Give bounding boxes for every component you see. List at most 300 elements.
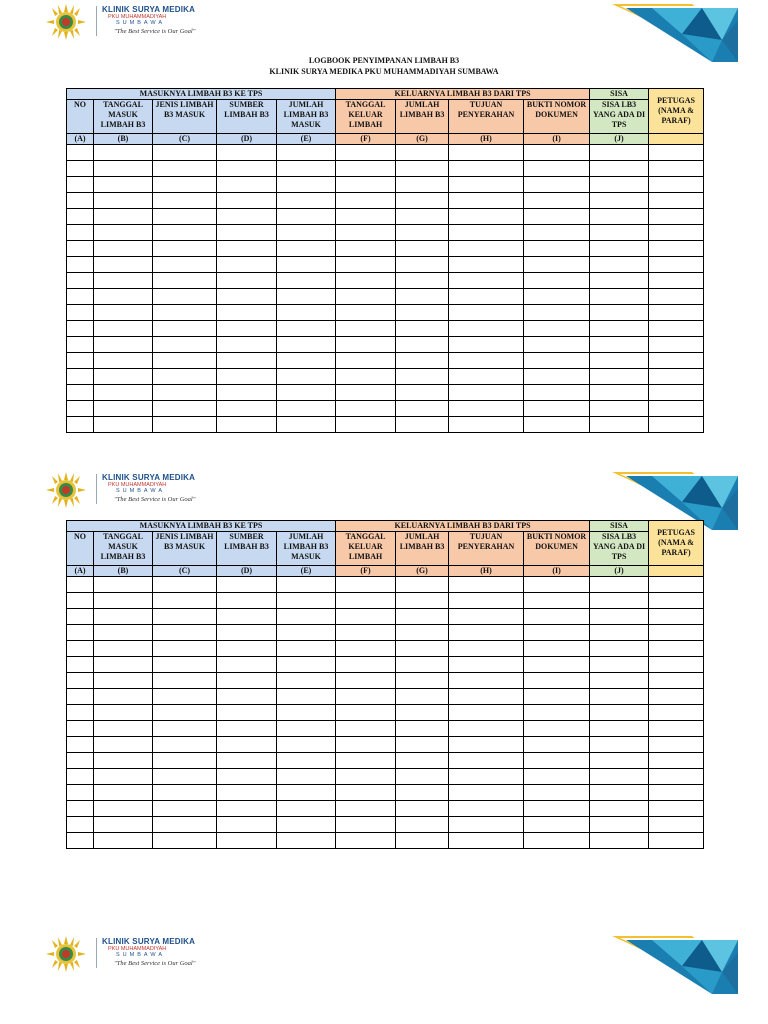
- table-cell[interactable]: [277, 337, 336, 353]
- table-cell[interactable]: [590, 193, 649, 209]
- table-cell[interactable]: [449, 161, 524, 177]
- table-cell[interactable]: [649, 209, 704, 225]
- table-cell[interactable]: [524, 753, 590, 769]
- table-cell[interactable]: [449, 257, 524, 273]
- table-cell[interactable]: [277, 401, 336, 417]
- table-cell[interactable]: [524, 785, 590, 801]
- table-cell[interactable]: [153, 337, 217, 353]
- table-cell[interactable]: [217, 353, 277, 369]
- table-cell[interactable]: [217, 401, 277, 417]
- table-cell[interactable]: [67, 385, 94, 401]
- table-cell[interactable]: [449, 641, 524, 657]
- table-cell[interactable]: [590, 689, 649, 705]
- table-cell[interactable]: [524, 305, 590, 321]
- table-cell[interactable]: [217, 785, 277, 801]
- table-cell[interactable]: [336, 177, 396, 193]
- table-cell[interactable]: [449, 353, 524, 369]
- table-cell[interactable]: [449, 417, 524, 433]
- table-cell[interactable]: [277, 817, 336, 833]
- table-cell[interactable]: [67, 625, 94, 641]
- table-cell[interactable]: [336, 193, 396, 209]
- table-cell[interactable]: [153, 241, 217, 257]
- table-cell[interactable]: [153, 257, 217, 273]
- table-cell[interactable]: [277, 593, 336, 609]
- table-cell[interactable]: [649, 785, 704, 801]
- table-cell[interactable]: [67, 753, 94, 769]
- table-cell[interactable]: [277, 833, 336, 849]
- table-cell[interactable]: [277, 177, 336, 193]
- table-cell[interactable]: [67, 417, 94, 433]
- table-cell[interactable]: [396, 769, 449, 785]
- table-cell[interactable]: [396, 609, 449, 625]
- table-cell[interactable]: [153, 737, 217, 753]
- table-cell[interactable]: [67, 641, 94, 657]
- table-cell[interactable]: [217, 753, 277, 769]
- table-cell[interactable]: [153, 721, 217, 737]
- table-cell[interactable]: [94, 689, 153, 705]
- table-cell[interactable]: [449, 321, 524, 337]
- table-cell[interactable]: [153, 577, 217, 593]
- table-cell[interactable]: [396, 177, 449, 193]
- table-cell[interactable]: [67, 273, 94, 289]
- table-cell[interactable]: [524, 641, 590, 657]
- table-cell[interactable]: [396, 721, 449, 737]
- table-cell[interactable]: [524, 145, 590, 161]
- table-cell[interactable]: [396, 257, 449, 273]
- table-cell[interactable]: [396, 657, 449, 673]
- table-cell[interactable]: [217, 689, 277, 705]
- table-cell[interactable]: [649, 289, 704, 305]
- table-cell[interactable]: [67, 289, 94, 305]
- table-cell[interactable]: [153, 609, 217, 625]
- table-cell[interactable]: [67, 593, 94, 609]
- table-cell[interactable]: [277, 353, 336, 369]
- table-cell[interactable]: [449, 305, 524, 321]
- table-cell[interactable]: [94, 353, 153, 369]
- table-cell[interactable]: [649, 753, 704, 769]
- table-cell[interactable]: [396, 737, 449, 753]
- table-cell[interactable]: [336, 161, 396, 177]
- table-cell[interactable]: [649, 801, 704, 817]
- table-cell[interactable]: [524, 177, 590, 193]
- table-cell[interactable]: [67, 337, 94, 353]
- table-cell[interactable]: [336, 593, 396, 609]
- table-cell[interactable]: [277, 657, 336, 673]
- table-cell[interactable]: [336, 705, 396, 721]
- table-cell[interactable]: [336, 833, 396, 849]
- table-cell[interactable]: [217, 161, 277, 177]
- table-cell[interactable]: [336, 289, 396, 305]
- table-cell[interactable]: [649, 257, 704, 273]
- table-cell[interactable]: [94, 657, 153, 673]
- table-cell[interactable]: [524, 369, 590, 385]
- table-cell[interactable]: [277, 769, 336, 785]
- table-cell[interactable]: [449, 689, 524, 705]
- table-cell[interactable]: [590, 721, 649, 737]
- table-cell[interactable]: [649, 321, 704, 337]
- table-cell[interactable]: [277, 577, 336, 593]
- table-cell[interactable]: [649, 193, 704, 209]
- table-cell[interactable]: [67, 193, 94, 209]
- table-cell[interactable]: [277, 641, 336, 657]
- table-cell[interactable]: [524, 321, 590, 337]
- table-cell[interactable]: [153, 177, 217, 193]
- table-cell[interactable]: [67, 305, 94, 321]
- table-cell[interactable]: [449, 769, 524, 785]
- table-cell[interactable]: [590, 385, 649, 401]
- table-cell[interactable]: [94, 625, 153, 641]
- table-cell[interactable]: [524, 257, 590, 273]
- table-cell[interactable]: [94, 753, 153, 769]
- table-cell[interactable]: [217, 273, 277, 289]
- table-cell[interactable]: [217, 289, 277, 305]
- table-cell[interactable]: [217, 705, 277, 721]
- table-cell[interactable]: [396, 401, 449, 417]
- table-cell[interactable]: [153, 801, 217, 817]
- table-cell[interactable]: [449, 577, 524, 593]
- table-cell[interactable]: [449, 289, 524, 305]
- table-cell[interactable]: [94, 705, 153, 721]
- table-cell[interactable]: [396, 385, 449, 401]
- table-cell[interactable]: [94, 737, 153, 753]
- table-cell[interactable]: [217, 577, 277, 593]
- table-cell[interactable]: [590, 833, 649, 849]
- table-cell[interactable]: [590, 321, 649, 337]
- table-cell[interactable]: [217, 241, 277, 257]
- table-cell[interactable]: [396, 673, 449, 689]
- table-cell[interactable]: [336, 369, 396, 385]
- table-cell[interactable]: [649, 177, 704, 193]
- table-cell[interactable]: [524, 337, 590, 353]
- table-cell[interactable]: [277, 801, 336, 817]
- table-cell[interactable]: [590, 705, 649, 721]
- table-cell[interactable]: [649, 705, 704, 721]
- table-cell[interactable]: [217, 609, 277, 625]
- table-cell[interactable]: [590, 593, 649, 609]
- table-cell[interactable]: [277, 321, 336, 337]
- table-cell[interactable]: [590, 353, 649, 369]
- table-cell[interactable]: [336, 577, 396, 593]
- table-cell[interactable]: [590, 337, 649, 353]
- table-cell[interactable]: [590, 737, 649, 753]
- table-cell[interactable]: [524, 577, 590, 593]
- table-cell[interactable]: [217, 657, 277, 673]
- table-cell[interactable]: [449, 177, 524, 193]
- table-cell[interactable]: [94, 209, 153, 225]
- table-cell[interactable]: [217, 641, 277, 657]
- table-cell[interactable]: [67, 801, 94, 817]
- table-cell[interactable]: [94, 609, 153, 625]
- table-cell[interactable]: [590, 289, 649, 305]
- table-cell[interactable]: [217, 417, 277, 433]
- table-cell[interactable]: [67, 353, 94, 369]
- table-cell[interactable]: [67, 257, 94, 273]
- table-cell[interactable]: [217, 369, 277, 385]
- table-cell[interactable]: [153, 769, 217, 785]
- table-cell[interactable]: [649, 401, 704, 417]
- table-cell[interactable]: [153, 705, 217, 721]
- table-cell[interactable]: [396, 593, 449, 609]
- table-cell[interactable]: [449, 385, 524, 401]
- table-cell[interactable]: [94, 801, 153, 817]
- table-cell[interactable]: [649, 721, 704, 737]
- table-cell[interactable]: [449, 225, 524, 241]
- table-cell[interactable]: [590, 209, 649, 225]
- table-cell[interactable]: [217, 193, 277, 209]
- table-cell[interactable]: [396, 241, 449, 257]
- table-cell[interactable]: [649, 417, 704, 433]
- table-cell[interactable]: [67, 225, 94, 241]
- table-cell[interactable]: [524, 353, 590, 369]
- table-cell[interactable]: [94, 305, 153, 321]
- table-cell[interactable]: [153, 593, 217, 609]
- table-cell[interactable]: [217, 145, 277, 161]
- table-cell[interactable]: [590, 305, 649, 321]
- table-cell[interactable]: [524, 721, 590, 737]
- table-cell[interactable]: [67, 145, 94, 161]
- table-cell[interactable]: [524, 625, 590, 641]
- table-cell[interactable]: [277, 241, 336, 257]
- table-cell[interactable]: [649, 641, 704, 657]
- table-cell[interactable]: [336, 321, 396, 337]
- table-cell[interactable]: [217, 257, 277, 273]
- table-cell[interactable]: [336, 209, 396, 225]
- table-cell[interactable]: [449, 737, 524, 753]
- table-cell[interactable]: [336, 673, 396, 689]
- table-cell[interactable]: [94, 193, 153, 209]
- table-cell[interactable]: [153, 225, 217, 241]
- table-cell[interactable]: [524, 289, 590, 305]
- table-cell[interactable]: [153, 625, 217, 641]
- table-cell[interactable]: [396, 417, 449, 433]
- table-cell[interactable]: [524, 417, 590, 433]
- table-cell[interactable]: [524, 241, 590, 257]
- table-cell[interactable]: [590, 369, 649, 385]
- table-cell[interactable]: [524, 593, 590, 609]
- table-cell[interactable]: [94, 289, 153, 305]
- table-cell[interactable]: [396, 321, 449, 337]
- table-cell[interactable]: [336, 769, 396, 785]
- table-cell[interactable]: [396, 801, 449, 817]
- table-cell[interactable]: [94, 337, 153, 353]
- table-cell[interactable]: [217, 673, 277, 689]
- table-cell[interactable]: [449, 625, 524, 641]
- table-cell[interactable]: [649, 769, 704, 785]
- table-cell[interactable]: [396, 305, 449, 321]
- table-cell[interactable]: [67, 673, 94, 689]
- table-cell[interactable]: [524, 209, 590, 225]
- table-cell[interactable]: [153, 657, 217, 673]
- table-cell[interactable]: [94, 401, 153, 417]
- table-cell[interactable]: [449, 833, 524, 849]
- table-cell[interactable]: [217, 337, 277, 353]
- table-cell[interactable]: [217, 305, 277, 321]
- table-cell[interactable]: [94, 817, 153, 833]
- table-cell[interactable]: [590, 753, 649, 769]
- table-cell[interactable]: [396, 353, 449, 369]
- table-cell[interactable]: [524, 705, 590, 721]
- table-cell[interactable]: [277, 225, 336, 241]
- table-cell[interactable]: [590, 577, 649, 593]
- table-cell[interactable]: [217, 385, 277, 401]
- table-cell[interactable]: [217, 209, 277, 225]
- table-cell[interactable]: [396, 337, 449, 353]
- table-cell[interactable]: [590, 817, 649, 833]
- table-cell[interactable]: [396, 753, 449, 769]
- table-cell[interactable]: [449, 337, 524, 353]
- table-cell[interactable]: [649, 385, 704, 401]
- table-cell[interactable]: [277, 785, 336, 801]
- table-cell[interactable]: [153, 689, 217, 705]
- table-cell[interactable]: [449, 673, 524, 689]
- table-cell[interactable]: [590, 177, 649, 193]
- table-cell[interactable]: [590, 225, 649, 241]
- table-cell[interactable]: [449, 401, 524, 417]
- table-cell[interactable]: [94, 273, 153, 289]
- table-cell[interactable]: [153, 145, 217, 161]
- table-cell[interactable]: [590, 401, 649, 417]
- table-cell[interactable]: [649, 817, 704, 833]
- table-cell[interactable]: [649, 305, 704, 321]
- table-cell[interactable]: [94, 241, 153, 257]
- table-cell[interactable]: [524, 833, 590, 849]
- table-cell[interactable]: [67, 369, 94, 385]
- table-cell[interactable]: [396, 225, 449, 241]
- table-cell[interactable]: [153, 833, 217, 849]
- table-cell[interactable]: [67, 241, 94, 257]
- table-cell[interactable]: [396, 145, 449, 161]
- table-cell[interactable]: [649, 369, 704, 385]
- table-cell[interactable]: [396, 641, 449, 657]
- table-cell[interactable]: [336, 721, 396, 737]
- table-cell[interactable]: [336, 785, 396, 801]
- table-cell[interactable]: [277, 417, 336, 433]
- table-cell[interactable]: [217, 225, 277, 241]
- table-cell[interactable]: [153, 417, 217, 433]
- table-cell[interactable]: [590, 801, 649, 817]
- table-cell[interactable]: [153, 193, 217, 209]
- table-cell[interactable]: [449, 753, 524, 769]
- table-cell[interactable]: [336, 417, 396, 433]
- table-cell[interactable]: [524, 609, 590, 625]
- table-cell[interactable]: [277, 625, 336, 641]
- table-cell[interactable]: [67, 577, 94, 593]
- table-cell[interactable]: [153, 369, 217, 385]
- table-cell[interactable]: [524, 801, 590, 817]
- table-cell[interactable]: [336, 337, 396, 353]
- table-cell[interactable]: [396, 369, 449, 385]
- table-cell[interactable]: [67, 401, 94, 417]
- table-cell[interactable]: [153, 817, 217, 833]
- table-cell[interactable]: [67, 177, 94, 193]
- table-cell[interactable]: [217, 817, 277, 833]
- table-cell[interactable]: [396, 577, 449, 593]
- table-cell[interactable]: [277, 257, 336, 273]
- table-cell[interactable]: [524, 657, 590, 673]
- table-cell[interactable]: [94, 577, 153, 593]
- table-cell[interactable]: [153, 321, 217, 337]
- table-cell[interactable]: [94, 593, 153, 609]
- table-cell[interactable]: [449, 193, 524, 209]
- table-cell[interactable]: [449, 369, 524, 385]
- table-cell[interactable]: [153, 305, 217, 321]
- table-cell[interactable]: [396, 161, 449, 177]
- table-cell[interactable]: [449, 721, 524, 737]
- table-cell[interactable]: [649, 833, 704, 849]
- table-cell[interactable]: [153, 353, 217, 369]
- table-cell[interactable]: [396, 689, 449, 705]
- table-cell[interactable]: [67, 737, 94, 753]
- table-cell[interactable]: [217, 321, 277, 337]
- table-cell[interactable]: [590, 625, 649, 641]
- table-cell[interactable]: [449, 593, 524, 609]
- table-cell[interactable]: [649, 737, 704, 753]
- table-cell[interactable]: [336, 801, 396, 817]
- table-cell[interactable]: [649, 353, 704, 369]
- table-cell[interactable]: [396, 289, 449, 305]
- table-cell[interactable]: [94, 833, 153, 849]
- table-cell[interactable]: [336, 385, 396, 401]
- table-cell[interactable]: [649, 689, 704, 705]
- table-cell[interactable]: [590, 609, 649, 625]
- table-cell[interactable]: [277, 705, 336, 721]
- table-cell[interactable]: [277, 689, 336, 705]
- table-cell[interactable]: [153, 785, 217, 801]
- table-cell[interactable]: [277, 273, 336, 289]
- table-cell[interactable]: [524, 225, 590, 241]
- table-cell[interactable]: [590, 785, 649, 801]
- table-cell[interactable]: [67, 689, 94, 705]
- table-cell[interactable]: [217, 769, 277, 785]
- table-cell[interactable]: [649, 657, 704, 673]
- table-cell[interactable]: [217, 177, 277, 193]
- table-cell[interactable]: [277, 209, 336, 225]
- table-cell[interactable]: [153, 673, 217, 689]
- table-cell[interactable]: [67, 705, 94, 721]
- table-cell[interactable]: [396, 833, 449, 849]
- table-cell[interactable]: [277, 673, 336, 689]
- table-cell[interactable]: [336, 401, 396, 417]
- table-cell[interactable]: [277, 721, 336, 737]
- table-cell[interactable]: [67, 833, 94, 849]
- table-cell[interactable]: [524, 273, 590, 289]
- table-cell[interactable]: [217, 625, 277, 641]
- table-cell[interactable]: [67, 817, 94, 833]
- table-cell[interactable]: [649, 161, 704, 177]
- table-cell[interactable]: [336, 609, 396, 625]
- table-cell[interactable]: [649, 225, 704, 241]
- table-cell[interactable]: [336, 657, 396, 673]
- table-cell[interactable]: [396, 209, 449, 225]
- table-cell[interactable]: [590, 657, 649, 673]
- table-cell[interactable]: [67, 161, 94, 177]
- table-cell[interactable]: [590, 273, 649, 289]
- table-cell[interactable]: [590, 673, 649, 689]
- table-cell[interactable]: [524, 689, 590, 705]
- table-cell[interactable]: [449, 609, 524, 625]
- table-cell[interactable]: [217, 737, 277, 753]
- table-cell[interactable]: [649, 337, 704, 353]
- table-cell[interactable]: [524, 385, 590, 401]
- table-cell[interactable]: [336, 753, 396, 769]
- table-cell[interactable]: [649, 673, 704, 689]
- table-cell[interactable]: [524, 401, 590, 417]
- table-cell[interactable]: [590, 145, 649, 161]
- table-cell[interactable]: [396, 817, 449, 833]
- table-cell[interactable]: [524, 161, 590, 177]
- table-cell[interactable]: [277, 145, 336, 161]
- table-cell[interactable]: [449, 657, 524, 673]
